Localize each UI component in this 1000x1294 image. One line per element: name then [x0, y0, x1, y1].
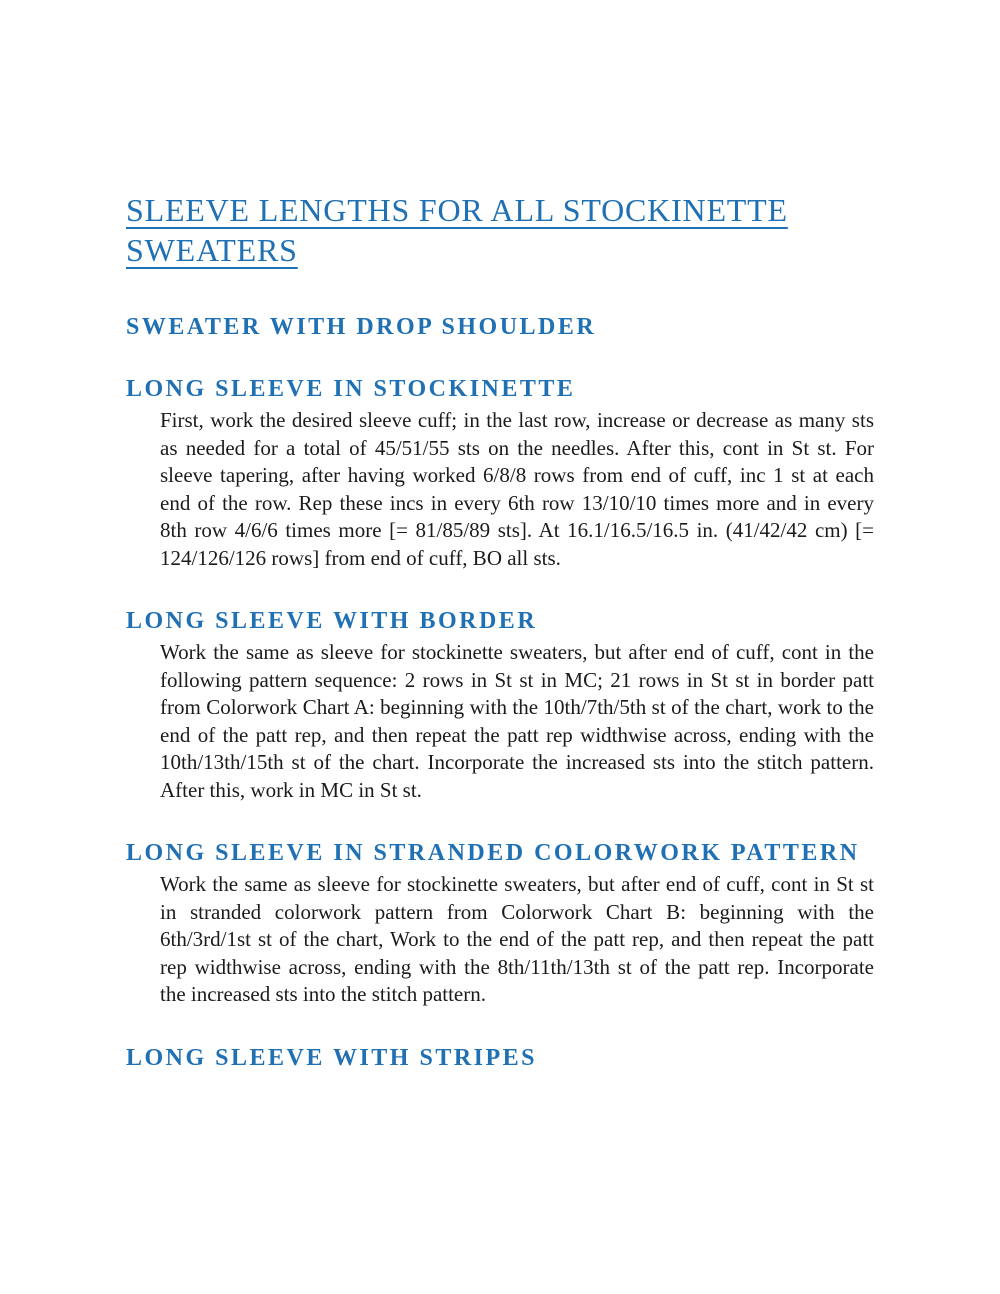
- body-long-sleeve-colorwork: Work the same as sleeve for stockinette sweaters, but after end of cuff, cont in St st in stranded colorwork pattern from Colorwork Chart B: beginning with the 6th/3rd/1st st of the chart, Work to the end of the patt rep, and then repeat the patt rep widthwise across, ending with the 8th/11th/13th st of the patt rep. Incorporate the increased sts into the stitch pattern.: [160, 872, 874, 1006]
- heading-long-sleeve-colorwork: LONG SLEEVE IN STRANDED COLORWORK PATTERN: [126, 840, 860, 866]
- heading-long-sleeve-border: LONG SLEEVE WITH BORDER: [126, 608, 538, 634]
- page-title: SLEEVE LENGTHS FOR ALL STOCKINETTE SWEATERS: [126, 192, 788, 268]
- section-long-sleeve-stripes: [126, 1045, 874, 1071]
- body-long-sleeve-stockinette: First, work the desired sleeve cuff; in the last row, increase or decrease as many sts as needed for a total of 45/51/55 sts on the needles. After this, cont in St st. For sleeve tapering, after having worked 6/8/8 rows from end of cuff, inc 1 st at each end of the row. Rep these incs in every 6th row 13/10/10 times more and in every 8th row 4/6/6 times more [= 81/85/89 sts]. At 16.1/16.5/16.5 in. (41/42/42 cm) [= 124/126/126 rows] from end of cuff, BO all sts.: [160, 408, 874, 570]
- body-long-sleeve-border: Work the same as sleeve for stockinette sweaters, but after end of cuff, cont in the following pattern sequence: 2 rows in St st in MC; 21 rows in St st in border patt from Colorwork Chart A: beginning with the 10th/7th/5th st of the chart, work to the end of the patt rep, and then repeat the patt rep widthwise across, ending with the 10th/13th/15th st of the chart. Incorporate the increased sts into the stitch pattern. After this, work in MC in St st.: [160, 640, 874, 802]
- heading-long-sleeve-stripes: LONG SLEEVE WITH STRIPES: [126, 1044, 538, 1071]
- section-long-sleeve-border: [126, 608, 874, 804]
- subtitle-drop-shoulder: SWEATER WITH DROP SHOULDER: [126, 314, 597, 340]
- heading-long-sleeve-stockinette: LONG SLEEVE IN STOCKINETTE: [126, 376, 576, 402]
- section-long-sleeve-colorwork: [126, 840, 874, 1009]
- section-long-sleeve-stockinette: [126, 376, 874, 572]
